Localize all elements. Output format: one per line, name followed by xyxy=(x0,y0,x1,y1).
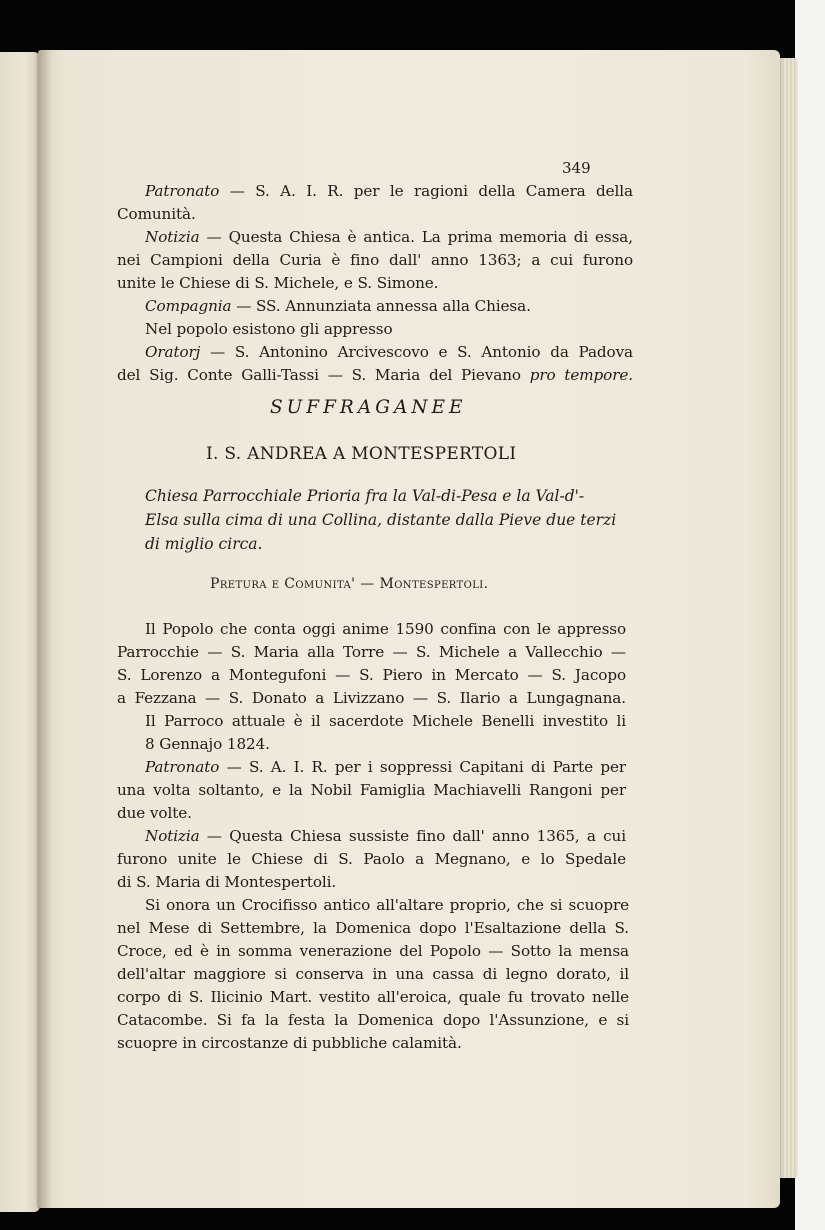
text-line xyxy=(145,620,626,642)
italic-label: Oratorj xyxy=(145,343,201,361)
text-line xyxy=(145,343,633,365)
text-line xyxy=(117,804,192,822)
italic-label: Patronato xyxy=(145,758,220,776)
line-text: Il Parroco attuale è il sacerdote Michele Benelli investito li xyxy=(145,712,626,730)
text-line xyxy=(117,689,626,711)
line-text: corpo di S. Ilicinio Mart. vestito all'eroica, quale fu trovato nelle xyxy=(117,988,629,1006)
background-strip xyxy=(795,0,825,1230)
text-line xyxy=(117,850,626,872)
line-text: due volte. xyxy=(117,804,192,822)
description-line: Chiesa Parrocchiale Prioria fra la Val-di-Pesa e la Val-d'- xyxy=(145,487,585,505)
text-line xyxy=(145,182,633,204)
italic-label: Notizia xyxy=(145,228,200,246)
line-text: Croce, ed è in somma venerazione del Popolo — Sotto la mensa xyxy=(117,942,629,960)
line-text: — S. Antonino Arcivescovo e S. Antonio da Padova xyxy=(200,343,633,361)
line-text: Si onora un Crocifisso antico all'altare proprio, che si scuopre xyxy=(145,896,629,914)
line-text: Comunità. xyxy=(117,205,196,223)
text-line xyxy=(117,873,336,891)
italic-label: Patronato xyxy=(145,182,220,200)
text-line xyxy=(117,251,633,273)
text-line xyxy=(145,297,531,315)
line-text: — SS. Annunziata annessa alla Chiesa. xyxy=(231,297,531,315)
section-heading: SUFFRAGANEE xyxy=(270,397,467,418)
line-text: Catacombe. Si fa la festa la Domenica dopo l'Assunzione, e si xyxy=(117,1011,629,1029)
text-line xyxy=(145,896,629,918)
text-line xyxy=(145,735,270,753)
text-line xyxy=(117,942,629,964)
text-line xyxy=(117,643,626,665)
line-text: S. Lorenzo a Montegufoni — S. Piero in Mercato — S. Jacopo xyxy=(117,666,626,684)
page-gutter-shadow xyxy=(38,50,52,1208)
line-text: a Fezzana — S. Donato a Livizzano — S. Ilario a Lungagnana. xyxy=(117,689,626,707)
line-text: furono unite le Chiese di S. Paolo a Megnano, e lo Spedale xyxy=(117,850,626,868)
line-text: 8 Gennajo 1824. xyxy=(145,735,270,753)
text-line xyxy=(145,228,633,250)
text-line xyxy=(117,988,629,1010)
line-text: dell'altar maggiore si conserva in una cassa di legno dorato, il xyxy=(117,965,629,983)
facing-page-edge xyxy=(0,52,40,1212)
pretura-line: Pretura e Comunita' — Montespertoli. xyxy=(210,576,489,592)
text-line xyxy=(117,666,626,688)
line-text: Nel popolo esistono gli appresso xyxy=(145,320,393,338)
line-text: scuopre in circostanze di pubbliche calamità. xyxy=(117,1034,462,1052)
description-line: Elsa sulla cima di una Collina, distante dalla Pieve due terzi xyxy=(145,511,617,529)
text-line xyxy=(145,712,626,734)
line-text: — Questa Chiesa è antica. La prima memoria di essa, xyxy=(199,228,633,246)
line-text: nel Mese di Settembre, la Domenica dopo l'Esaltazione della S. xyxy=(117,919,629,937)
line-text: Parrocchie — S. Maria alla Torre — S. Michele a Vallecchio — xyxy=(117,643,626,661)
text-line xyxy=(117,781,626,803)
italic-phrase: pro tempore. xyxy=(529,366,633,384)
italic-label: Notizia xyxy=(145,827,200,845)
description-line: di miglio circa. xyxy=(145,535,263,553)
text-line xyxy=(117,1034,462,1052)
text-line xyxy=(117,919,629,941)
italic-label: Compagnia xyxy=(145,297,232,315)
page-number: 349 xyxy=(562,159,591,177)
line-text: unite le Chiese di S. Michele, e S. Simone. xyxy=(117,274,439,292)
line-text: — S. A. I. R. per i soppressi Capitani di Parte per xyxy=(219,758,626,776)
line-text: di S. Maria di Montespertoli. xyxy=(117,873,337,891)
text-line xyxy=(117,205,196,223)
line-text: — S. A. I. R. per le ragioni della Camera della xyxy=(219,182,633,200)
line-text: una volta soltanto, e la Nobil Famiglia Machiavelli Rangoni per xyxy=(117,781,626,799)
text-line xyxy=(145,827,626,849)
line-text: del Sig. Conte Galli-Tassi — S. Maria del Pievano xyxy=(117,366,530,384)
line-text: — Questa Chiesa sussiste fino dall' anno 1365, a cui xyxy=(199,827,626,845)
text-line xyxy=(145,320,393,338)
church-title: I. S. ANDREA A MONTESPERTOLI xyxy=(206,444,517,464)
text-line xyxy=(117,274,438,292)
text-line xyxy=(117,965,629,987)
text-line xyxy=(145,758,626,780)
text-line xyxy=(117,1011,629,1033)
line-text: nei Campioni della Curia è fino dall' anno 1363; a cui furono xyxy=(117,251,633,269)
line-text: Il Popolo che conta oggi anime 1590 confina con le appresso xyxy=(145,620,626,638)
text-line xyxy=(117,366,633,388)
